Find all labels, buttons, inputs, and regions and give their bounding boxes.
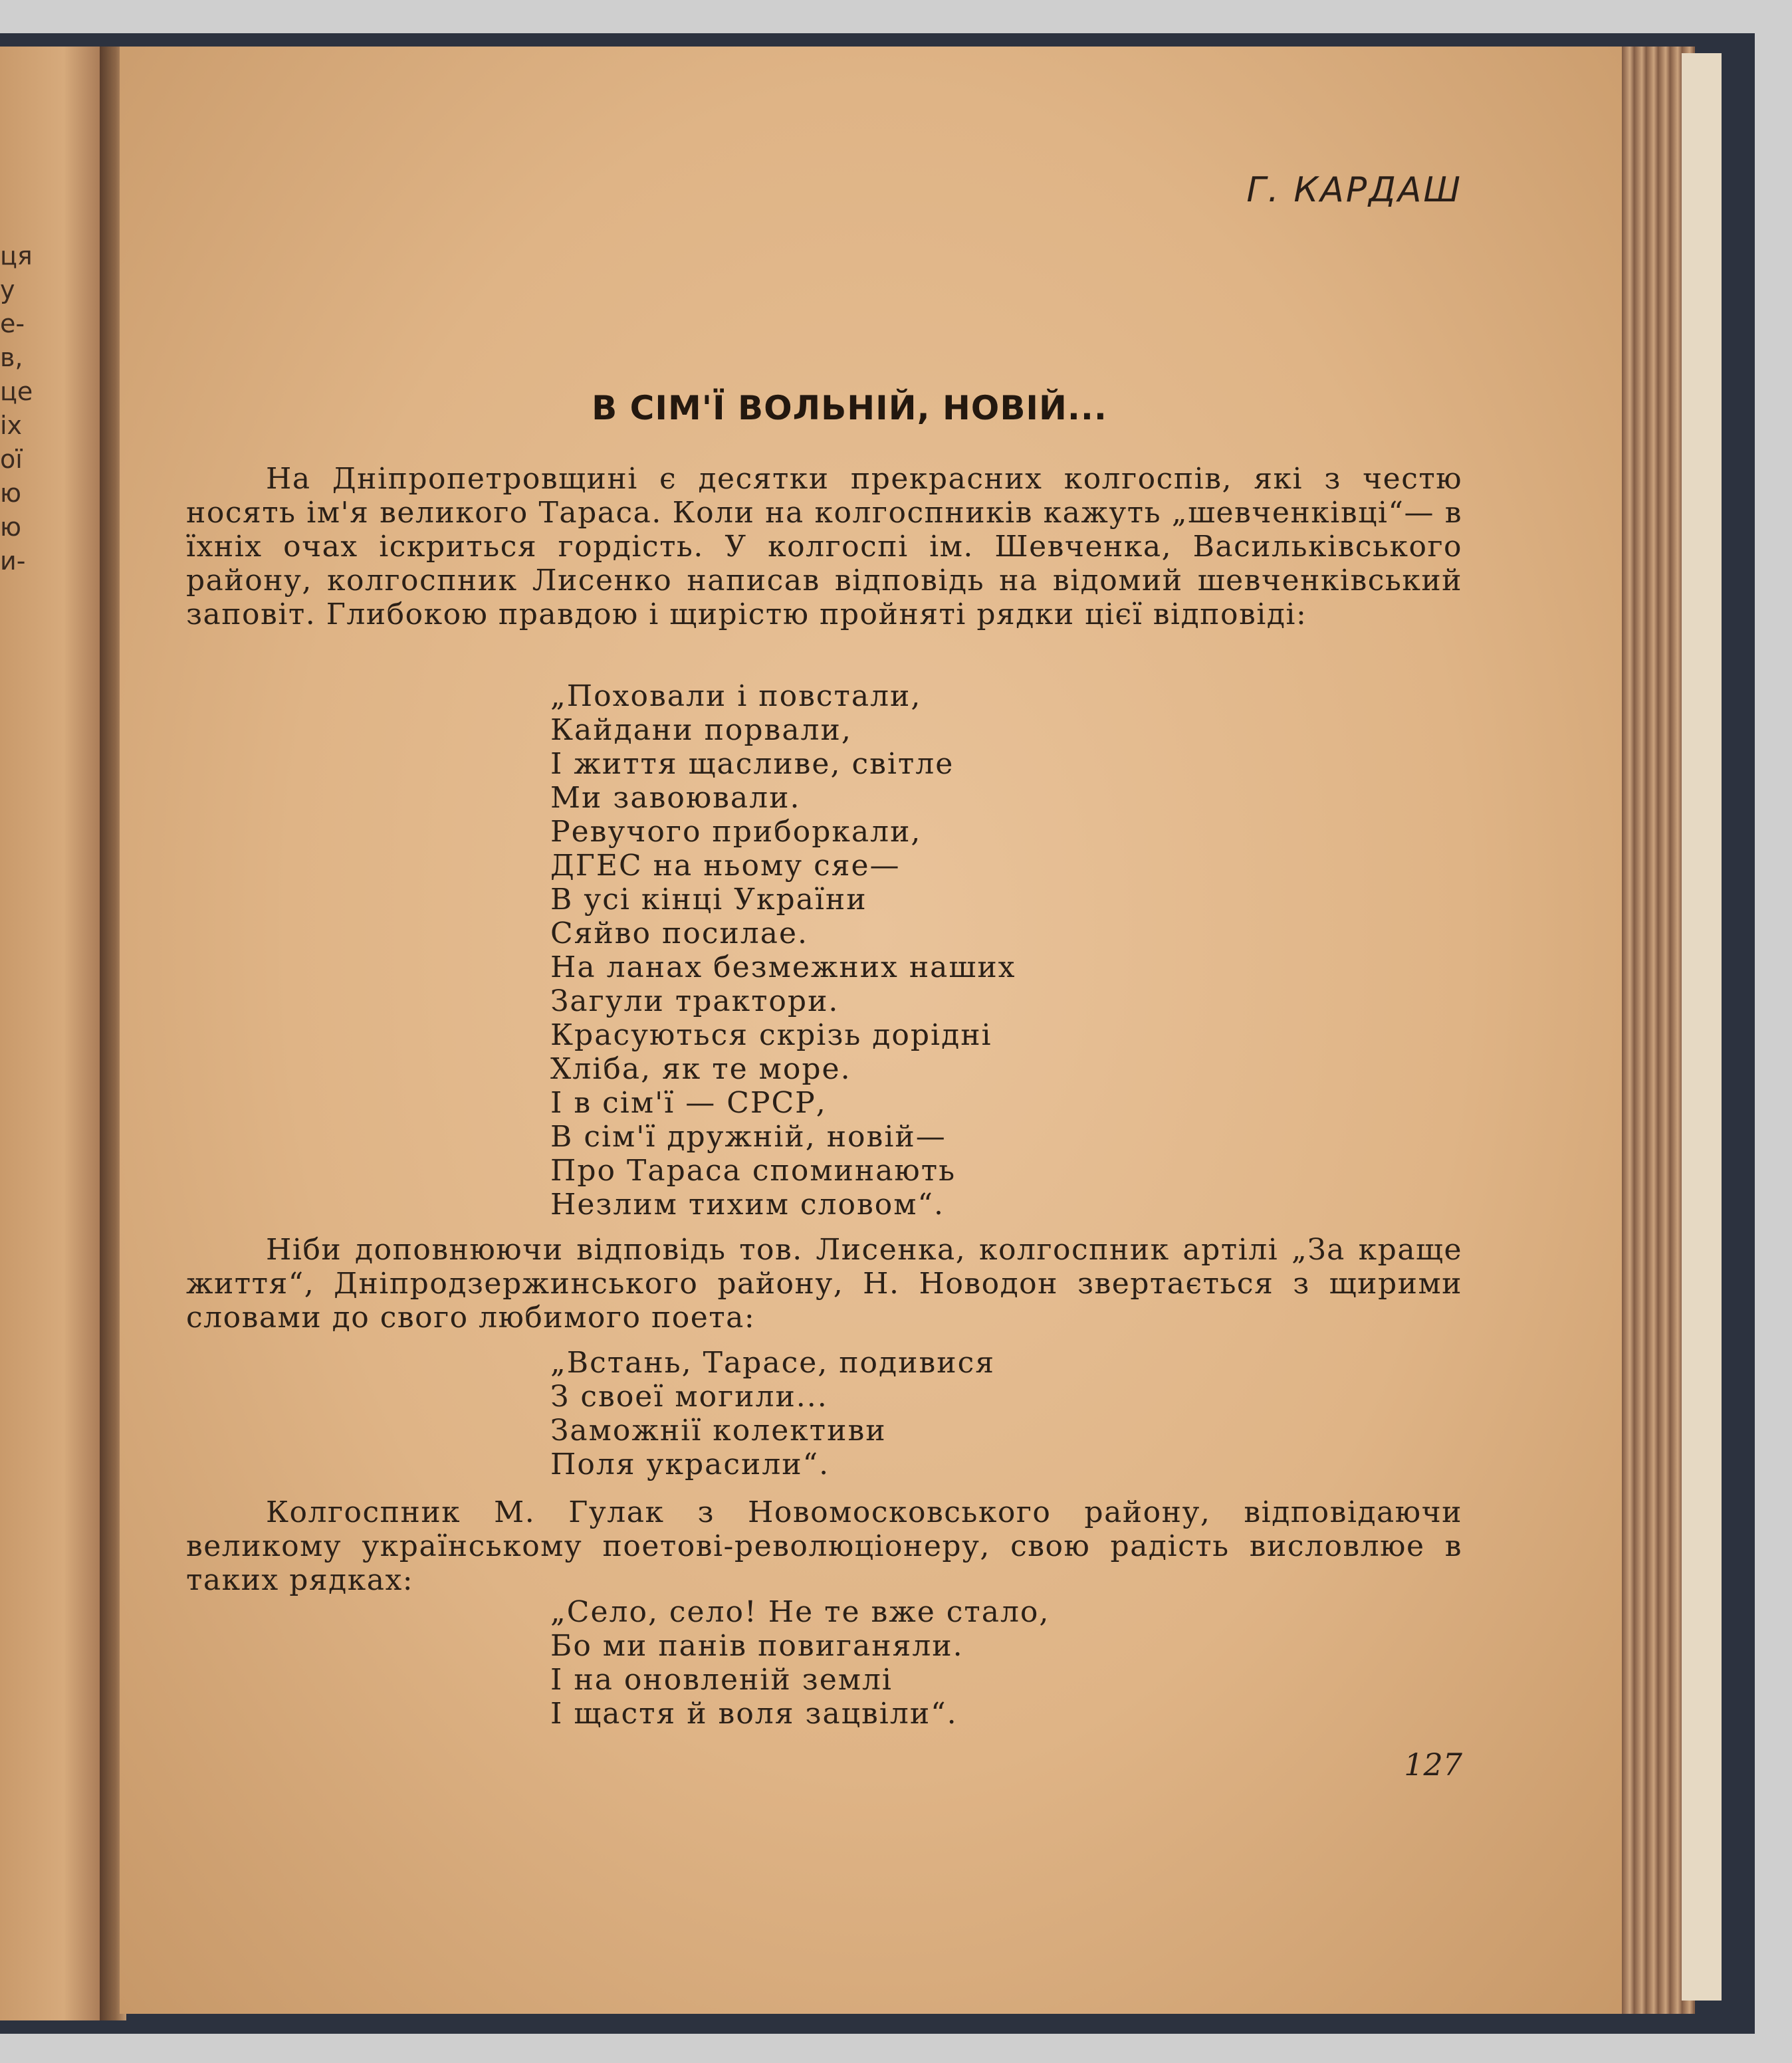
poem-line: Кайдани порвали, — [550, 713, 852, 747]
article-title — [0, 389, 1792, 427]
third-text: Колгоспник М. Гулак з Новомосковського району, відповідаючи великому українському поетові-революціонеру, свою радість висловлюе в таких рядках: — [186, 1495, 1462, 1597]
poem-line: Красуються скрізь дорідні — [550, 1018, 992, 1052]
left-fragment: и- — [0, 546, 26, 576]
poem-novodon — [550, 1346, 995, 1481]
poem-line: Сяйво посилае. — [550, 917, 808, 950]
left-fragment: е- — [0, 309, 25, 338]
poem-line: І на оновленій землі — [550, 1663, 893, 1697]
left-fragment: ю — [0, 512, 21, 542]
poem-line: Бо ми панів повиганяли. — [550, 1629, 964, 1663]
poem-line: Ревучого приборкали, — [550, 815, 922, 849]
left-fragment: ця — [0, 241, 33, 271]
poem-line: „Село, село! Не те вже стало, — [550, 1595, 1050, 1629]
poem-line: Про Тараса споминають — [550, 1154, 956, 1188]
poem-line: „Встань, Тарасе, подивися — [550, 1346, 995, 1380]
left-fragment: ої — [0, 445, 23, 474]
poem-line: На ланах безмежних наших — [550, 950, 1016, 984]
poem-line: Хліба, як те море. — [550, 1052, 851, 1086]
page-number: 127 — [1404, 1747, 1462, 1783]
poem-line: Незлим тихим словом“. — [550, 1188, 945, 1222]
poem-line: ДГЕС на ньому сяе— — [550, 849, 901, 883]
second-text: Ніби доповнюючи відповідь тов. Лисенка, колгоспник артілі „За краще життя“, Дніпродзержинського району, Н. Новодон звертається з щирими словами до свого любимого поета: — [186, 1233, 1462, 1335]
poem-line: І в сім'ї — СРСР, — [550, 1086, 827, 1120]
left-fragment: в, — [0, 343, 23, 372]
poem-line: В сім'ї дружній, новій— — [550, 1120, 947, 1154]
poem-line: „Поховали і повстали, — [550, 679, 922, 713]
running-head-author: Г. КАРДАШ — [1246, 170, 1462, 210]
intro-text: На Дніпропетровщині є десятки прекрасних колгоспів, які з честю носять ім'я великого Тараса. Коли на колгоспників кажуть „шевченківці“— в їхніх очах іскриться гордість. У колгоспі ім. Шевченка, Васильківського району, колгоспник Лисенко написав відповідь на відомий шевченківський заповіт. Глибокою правдою і щирістю пройняті рядки цієї відповіді: — [186, 462, 1462, 631]
second-paragraph — [186, 1233, 1462, 1335]
poem-line: І життя щасливе, світле — [550, 747, 954, 781]
poem-line: Загули трактори. — [550, 984, 840, 1018]
poem-line: Ми завоювали. — [550, 781, 801, 815]
third-paragraph — [186, 1495, 1462, 1597]
article-title-text: В СІМ'Ї ВОЛЬНІЙ, НОВІЙ... — [592, 389, 1107, 427]
back-sheet — [1682, 53, 1722, 2001]
poem-lysenko — [550, 679, 1016, 1222]
poem-line: З своеї могили... — [550, 1380, 828, 1414]
poem-line: В усі кінці України — [550, 883, 867, 917]
left-fragment: це — [0, 377, 33, 406]
poem-line: Заможнії колективи — [550, 1414, 887, 1448]
poem-gulak — [550, 1595, 1050, 1731]
left-fragment: іх — [0, 411, 23, 440]
left-fragment: у — [0, 275, 15, 304]
left-page — [0, 47, 106, 2020]
poem-line: Поля украсили“. — [550, 1448, 830, 1481]
intro-paragraph — [186, 462, 1462, 631]
poem-line: І щастя й воля зацвіли“. — [550, 1697, 958, 1731]
left-fragment: ю — [0, 479, 21, 508]
